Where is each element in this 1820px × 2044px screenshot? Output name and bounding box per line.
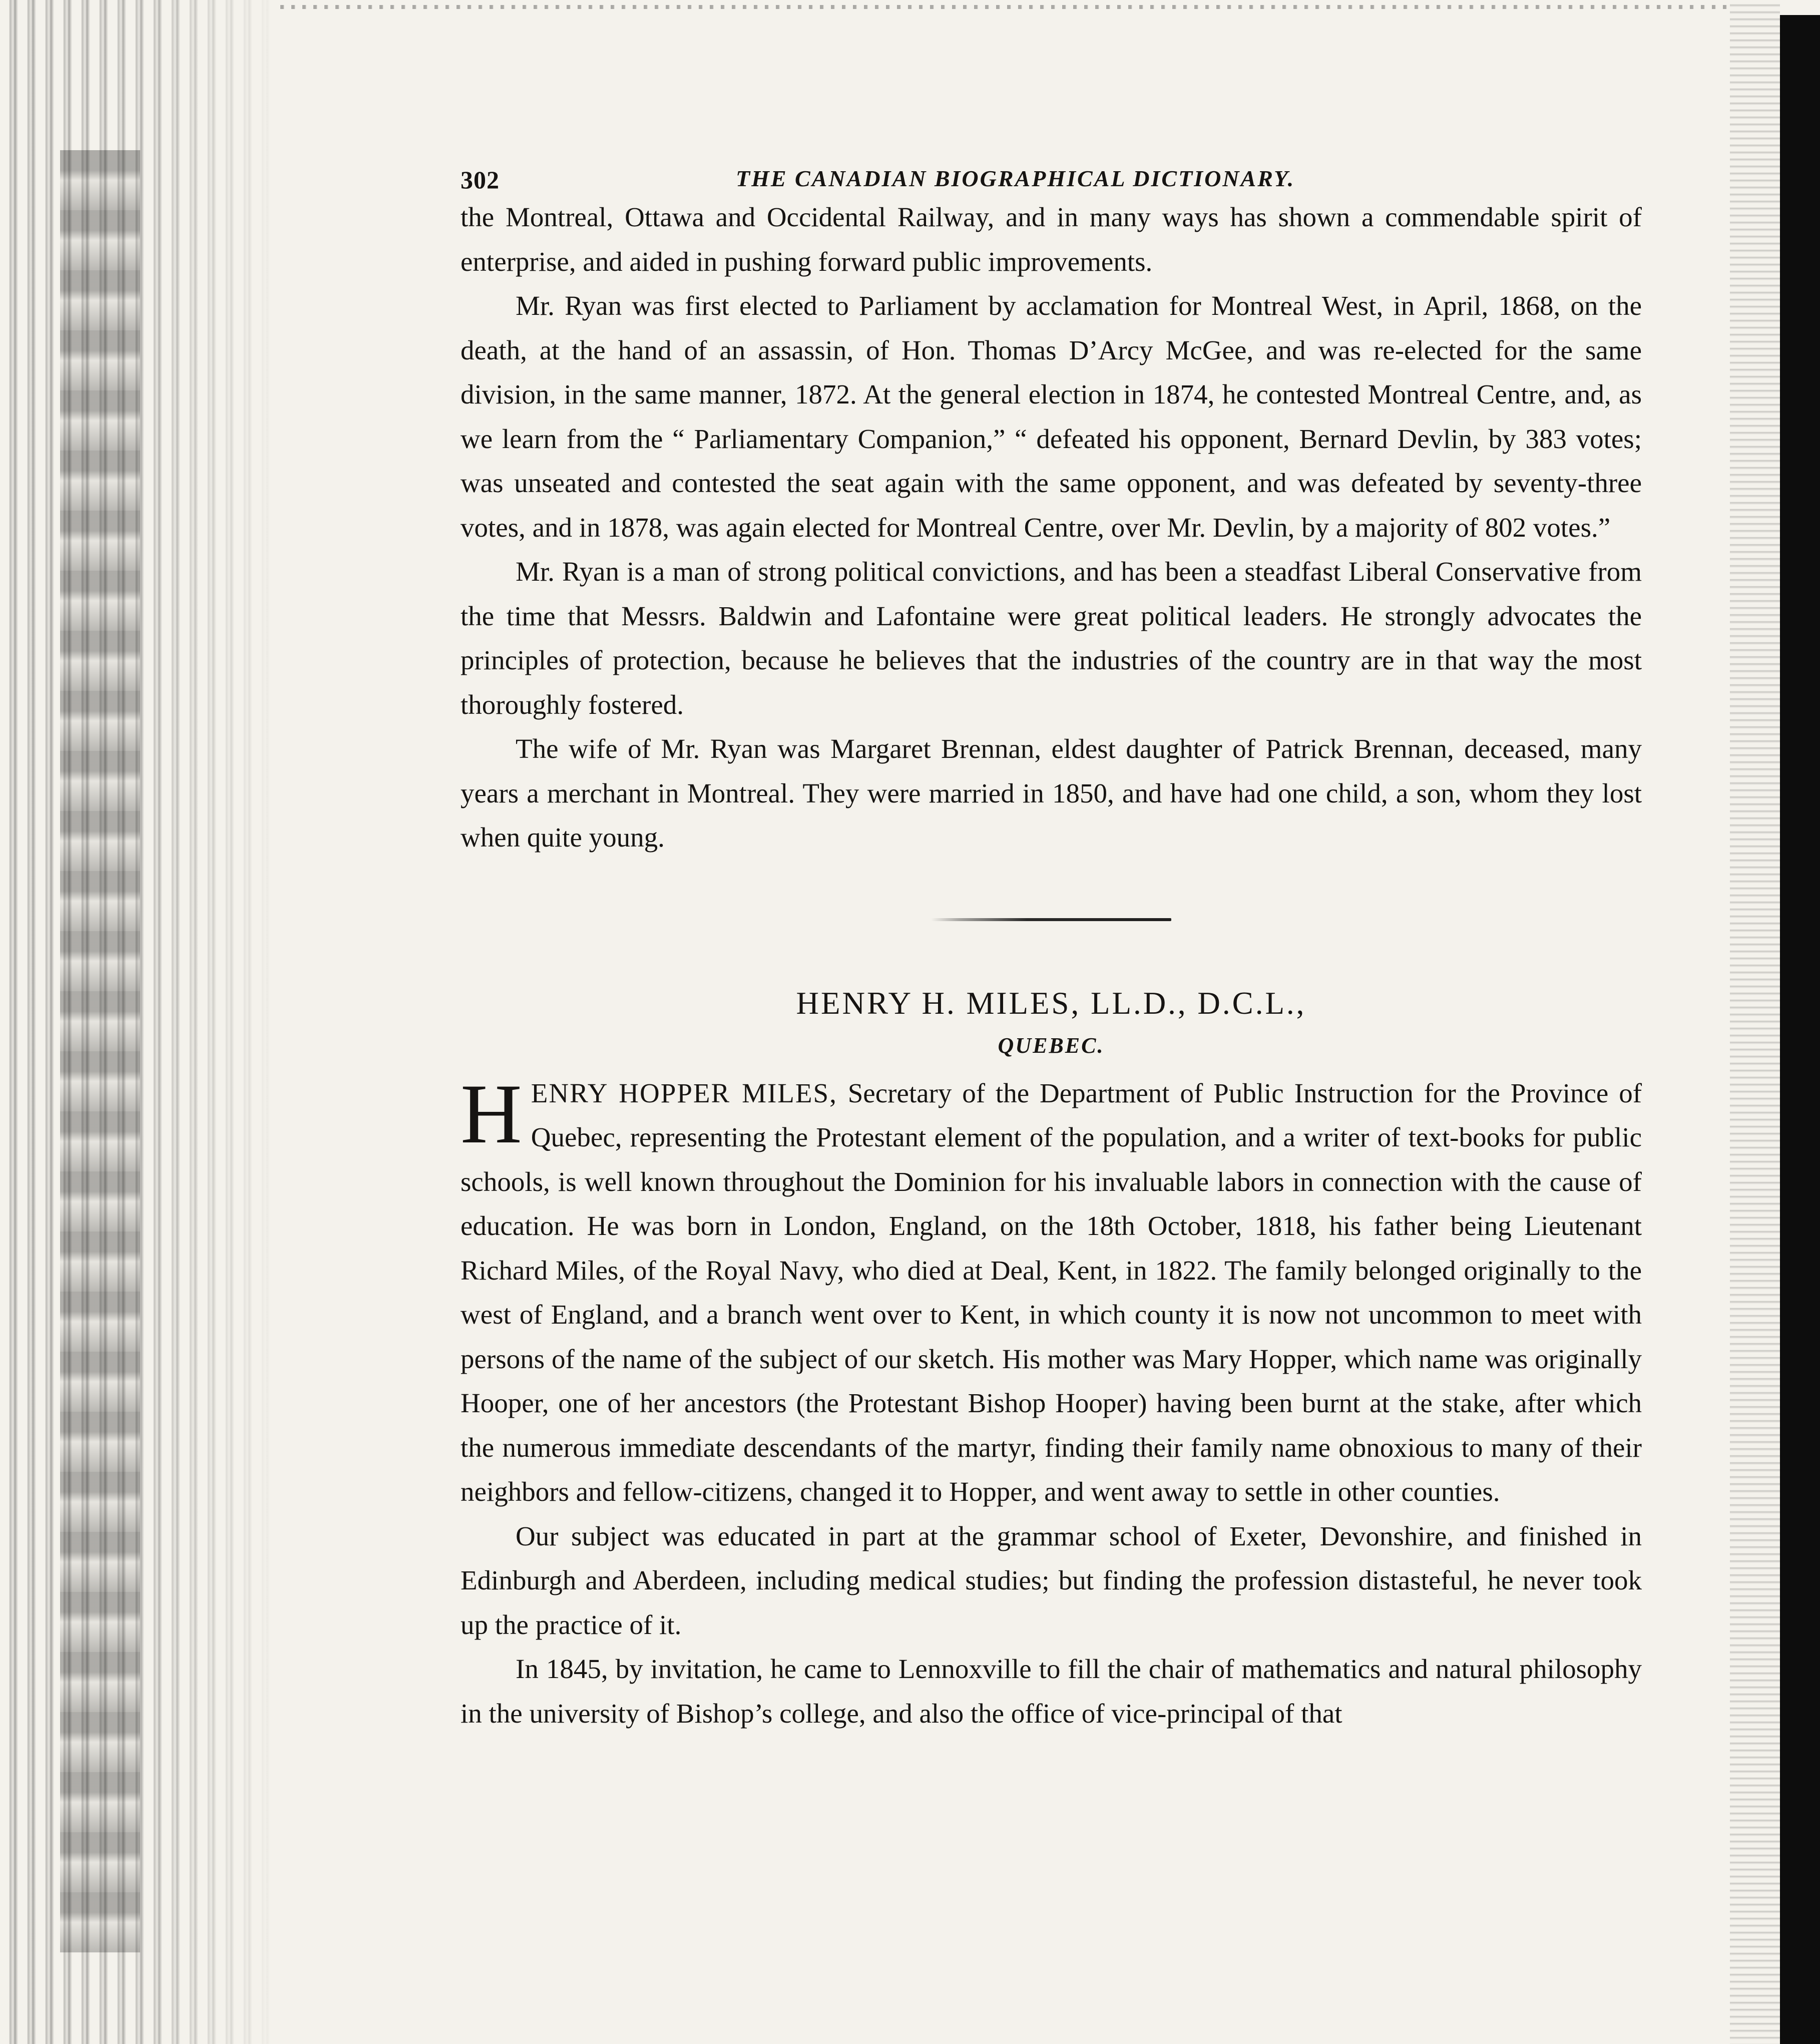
running-head <box>461 150 1642 194</box>
entry-heading-place: QUEBEC. <box>998 1033 1105 1058</box>
scan-artifact-left-shadow <box>60 150 140 1952</box>
entry-heading-name: HENRY H. MILES, LL.D., D.C.L., <box>796 985 1306 1021</box>
miles-paragraph-3: In 1845, by invitation, he came to Lennoxville to fill the chair of mathematics and natural philosophy in the university of Bishop’s college, and also the office of vice-principal of that <box>461 1654 1642 1729</box>
section-divider <box>931 918 1171 921</box>
ryan-paragraph-2: Mr. Ryan was first elected to Parliament by acclamation for Montreal West, in April, 1868, on the death, at the hand of an assassin, of Hon. Thomas D’Arcy McGee, and was re-elected for the same division, in the same manner, 1872. At the general election in 1874, he contested Montreal Centre, and, as we learn from the “ Parliamentary Companion,” “ defeated his opponent, Bernard Devlin, by 383 votes; was unseated and contested the seat again with the same opponent, and was defeated by seventy-three votes, and in 1878, was again elected for Montreal Centre, over Mr. Devlin, by a majority of 802 votes.” <box>461 290 1642 543</box>
scan-artifact-right-fringe <box>1730 0 1780 2044</box>
ryan-paragraph-1: the Montreal, Ottawa and Occidental Railway, and in many ways has shown a commendable spirit of enterprise, and aided in pushing forward public improvements. <box>461 202 1642 277</box>
page-text-block <box>461 150 1642 1736</box>
page-number: 302 <box>461 166 500 194</box>
running-title: THE CANADIAN BIOGRAPHICAL DICTIONARY. <box>736 166 1295 191</box>
scan-artifact-left-edge <box>0 0 280 2044</box>
ryan-paragraph-3: Mr. Ryan is a man of strong political convictions, and has been a steadfast Liberal Conservative from the time that Messrs. Baldwin and Lafontaine were great political leaders. He strongly advocates the principles of protection, because he believes that the industries of the country are in that way the most thoroughly fostered. <box>461 556 1642 720</box>
miles-paragraph-2: Our subject was educated in part at the grammar school of Exeter, Devonshire, and finished in Edinburgh and Aberdeen, including medical studies; but finding the profession distasteful, he never took up the practice of it. <box>461 1520 1642 1640</box>
intro-text: Secretary of the Department of Public Instruction for the Province of Quebec, representing the Protestant element of the population, and a writer of text-books for public schools, is well known throughout the Dominion for his invaluable labors in connection with the cause of education. He was born in London, England, on the 18th October, 1818, his father being Lieutenant Richard Miles, of the Royal Navy, who died at Deal, Kent, in 1822. The family belonged originally to the west of England, and a branch went over to Kent, in which county it is now not uncommon to meet with persons of the name of the subject of our sketch. His mother was Mary Hopper, which name was originally Hooper, one of her ancestors (the Protestant Bishop Hooper) having been burnt at the stake, after which the numerous immediate descendants of the martyr, finding their family name obnoxious to many of their neighbors and fellow-citizens, changed it to Hopper, and went away to settle in other counties. <box>461 1077 1642 1507</box>
lead-caps: ENRY HOPPER MILES, <box>531 1077 837 1108</box>
scan-artifact-right-bar <box>1780 15 1820 2044</box>
miles-intro-paragraph <box>461 1066 1642 1514</box>
drop-cap: H <box>461 1066 522 1161</box>
scan-artifact-top-edge <box>280 5 1732 9</box>
ryan-paragraph-4: The wife of Mr. Ryan was Margaret Brennan, eldest daughter of Patrick Brennan, deceased, many years a merchant in Montreal. They were married in 1850, and have had one child, a son, whom they lost when quite young. <box>461 733 1642 853</box>
